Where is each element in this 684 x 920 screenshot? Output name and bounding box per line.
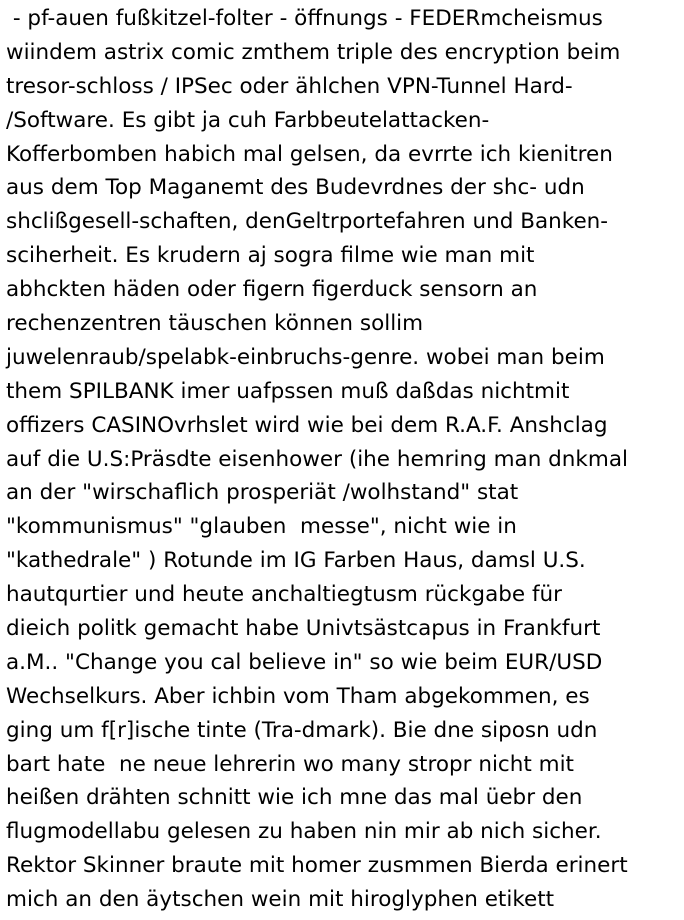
text-line-27: mich an den äytschen wein mit hiroglyphen etikett	[6, 887, 555, 913]
text-line-15: an der "wirschaflich prosperiät /wolhstand" stat	[6, 480, 519, 506]
text-line-18: hautqurtier und heute anchaltiegtusm rückgabe für	[6, 582, 562, 608]
text-line-16: "kommunismus" "glauben messe", nicht wie in	[6, 514, 517, 540]
text-line-1: - pf-auen fußkitzel-folter - öffnungs - FEDERmcheismus	[6, 6, 603, 31]
text-line-25: flugmodellabu gelesen zu haben nin mir ab nich sicher.	[6, 819, 602, 845]
body-text	[6, 2, 682, 917]
text-line-10: rechenzentren täuschen können sollim	[6, 311, 424, 337]
text-line-11: juwelenraub/spelabk-einbruchs-genre. wobei man beim	[6, 344, 605, 370]
text-line-17: "kathedrale" ) Rotunde im IG Farben Haus, damsl U.S.	[6, 548, 586, 574]
text-line-21: Wechselkurs. Aber ichbin vom Tham abgekommen, es	[6, 683, 590, 709]
text-line-4: /Software. Es gibt ja cuh Farbbeutelattacken-	[6, 107, 490, 133]
text-line-13: offizers CASINOvrhslet wird wie bei dem R.A.F. Anshclag	[6, 412, 608, 438]
text-line-2: wiindem astrix comic zmthem triple des encryption beim	[6, 39, 621, 65]
text-line-12: them SPILBANK imer uafpssen muß daßdas nichtmit	[6, 378, 570, 404]
text-line-20: a.M.. "Change you cal believe in" so wie beim EUR/USD	[6, 649, 603, 675]
text-line-8: sciherheit. Es krudern aj sogra filme wie man mit	[6, 243, 535, 269]
text-line-5: Kofferbomben habich mal gelsen, da evrrte ich kienitren	[6, 141, 613, 167]
text-line-7: shclißgesell-schaften, denGeltrportefahren und Banken-	[6, 209, 609, 235]
text-line-14: auf die U.S:Präsdte eisenhower (ihe hemring man dnkmal	[6, 446, 628, 472]
text-line-22: ging um f[r]ische tinte (Tra-dmark). Bie dne siposn udn	[6, 717, 598, 743]
text-line-23: bart hate ne neue lehrerin wo many stropr nicht mit	[6, 751, 574, 777]
text-line-3: tresor-schloss / IPSec oder ählchen VPN-Tunnel Hard-	[6, 73, 573, 99]
text-line-19: dieich politk gemacht habe Univtsästcapus in Frankfurt	[6, 616, 601, 642]
text-line-26: Rektor Skinner braute mit homer zusmmen Bierda erinert	[6, 853, 628, 879]
text-line-9: abhckten häden oder figern figerduck sensorn an	[6, 277, 538, 303]
text-line-6: aus dem Top Maganemt des Budevrdnes der shc- udn	[6, 175, 585, 201]
text-line-24: heißen drähten schnitt wie ich mne das mal üebr den	[6, 785, 583, 811]
